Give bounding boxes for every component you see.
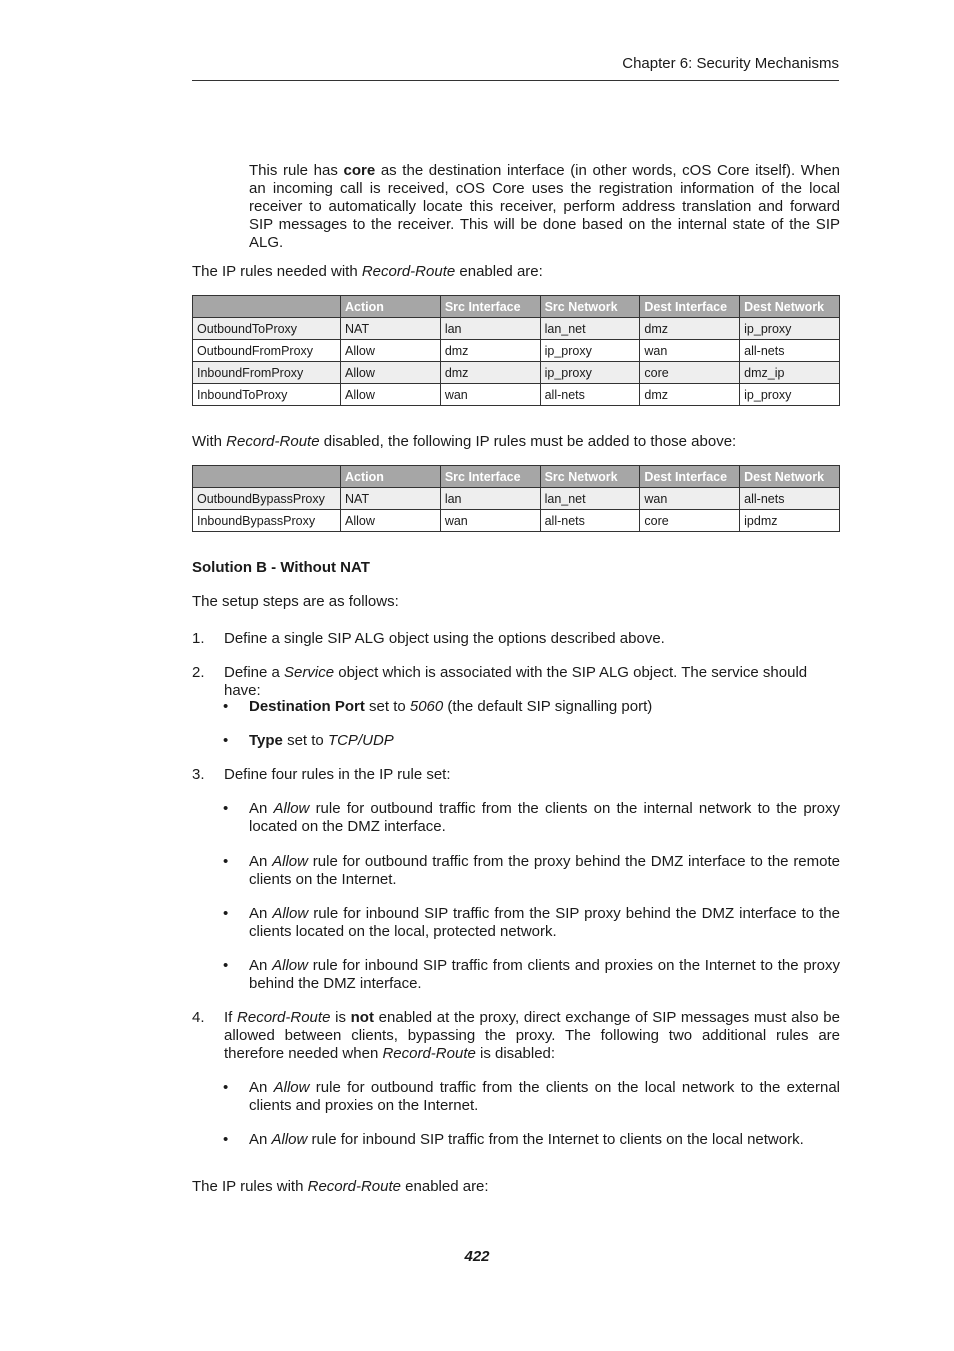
list-item-rule [249,1131,840,1149]
intro-paragraph [249,162,840,252]
item-text: set to [364,698,410,715]
table-cell: InboundToProxy [193,384,341,406]
caption-text: With [192,433,227,450]
setup-intro: The setup steps are as follows: [192,593,399,610]
bullet-icon: • [223,1131,229,1148]
table-cell: NAT [341,488,441,510]
header-cell: Action [341,466,441,488]
table-cell: Allow [341,340,441,362]
item-text: (the default SIP signalling port) [443,698,653,715]
bullet-icon: • [223,853,229,870]
table-row [193,384,840,406]
caption-em: Record-Route [361,263,456,280]
step-3-text: Define four rules in the IP rule set: [224,766,451,783]
step-em: Record-Route [237,1009,331,1026]
bullet-icon: • [223,732,229,749]
table-cell: dmz [640,384,740,406]
intro-bold-core: core [343,162,376,179]
item-text: rule for inbound SIP traffic from the Internet to clients on the local network. [307,1131,804,1148]
list-item-rule [249,905,840,941]
header-divider [192,80,839,81]
item-em: Allow [273,1079,310,1096]
table-cell: Allow [341,510,441,532]
table-cell: wan [640,340,740,362]
table-cell: ipdmz [740,510,840,532]
item-text: rule for outbound traffic from the proxy behind the DMZ interface to the remote clients on the Internet. [249,853,840,888]
header-cell: Dest Network [740,296,840,318]
table1-caption [192,263,543,281]
step-number: 4. [192,1009,205,1026]
step-number: 3. [192,766,205,783]
intro-text-end: as the destination interface (in other words, cOS Core itself). When an incoming call is received, cOS Core uses the registration information of the local receiver to automatically locate this receiver, perform address translation and forward SIP messages to the receiver. This will be done based on the internal state of the SIP ALG. [249,162,840,251]
table-cell: core [640,510,740,532]
table-cell: lan [440,318,540,340]
item-text: An [249,800,274,817]
table-cell: dmz_ip [740,362,840,384]
table-cell: OutboundBypassProxy [193,488,341,510]
table-cell: dmz [440,362,540,384]
table-cell: Allow [341,362,441,384]
caption-em: Record-Route [307,1178,401,1195]
item-bold: Type [249,732,283,749]
chapter-title: Chapter 6: Security Mechanisms [622,55,839,72]
table-cell: dmz [640,318,740,340]
item-em: Allow [272,905,309,922]
table-cell: lan [440,488,540,510]
bullet-icon: • [223,1079,229,1096]
item-em: Allow [271,1131,308,1148]
header-cell [193,296,341,318]
list-item-rule [249,800,840,836]
item-text: rule for outbound traffic from the clients on the internal network to the proxy located on the DMZ interface. [249,800,840,835]
item-em: Allow [272,957,308,974]
section-heading: Solution B - Without NAT [192,559,370,576]
header-cell: Src Interface [440,296,540,318]
table-cell: core [640,362,740,384]
table-cell: all-nets [740,340,840,362]
step-4-text [224,1009,840,1063]
table-cell: InboundFromProxy [193,362,341,384]
table-cell: all-nets [740,488,840,510]
caption-text-end: enabled are: [455,263,543,280]
table-cell: ip_proxy [740,384,840,406]
header-cell: Src Interface [440,466,540,488]
header-cell: Action [341,296,441,318]
item-em: TCP/UDP [327,732,394,749]
item-em: 5060 [409,698,444,715]
caption-text: The IP rules needed with [192,263,362,280]
table-row [193,488,840,510]
item-text: rule for outbound traffic from the clients on the local network to the external clients and proxies on the Internet. [249,1079,840,1114]
list-item-rule [249,957,840,993]
header-cell: Dest Interface [640,296,740,318]
item-em: Allow [272,853,308,870]
step-2-text [224,664,840,700]
table-row [193,340,840,362]
item-text: An [249,1079,274,1096]
table-row [193,318,840,340]
list-item-rule [249,853,840,889]
table-cell: all-nets [540,510,640,532]
step-text: If [224,1009,238,1026]
header-cell [193,466,341,488]
final-caption [192,1178,489,1196]
table-cell: wan [640,488,740,510]
intro-text-start: This rule has [249,162,344,179]
header-cell: Dest Interface [640,466,740,488]
table-cell: ip_proxy [540,340,640,362]
table-cell: OutboundToProxy [193,318,341,340]
table-cell: Allow [341,384,441,406]
item-text: An [249,1131,272,1148]
table-cell: dmz [440,340,540,362]
table-cell: wan [440,384,540,406]
step-number: 2. [192,664,205,681]
table-cell: all-nets [540,384,640,406]
list-item-rule [249,1079,840,1115]
list-item-destination-port [249,698,840,716]
caption-text: The IP rules with [192,1178,308,1195]
step-bold: not [350,1009,374,1026]
table-cell: InboundBypassProxy [193,510,341,532]
step-em: Service [284,664,335,681]
item-text: rule for inbound SIP traffic from clients and proxies on the Internet to the proxy behind the DMZ interface. [249,957,841,992]
ip-rules-table-record-route-enabled [192,295,840,406]
caption-em: Record-Route [226,433,320,450]
step-text: is [330,1009,351,1026]
item-text: set to [282,732,328,749]
table-cell: lan_net [540,318,640,340]
list-item-type [249,732,840,750]
item-text: An [249,853,273,870]
bullet-icon: • [223,800,229,817]
caption-text-end: disabled, the following IP rules must be added to those above: [319,433,737,450]
table-cell: NAT [341,318,441,340]
header-cell: Dest Network [740,466,840,488]
table-row [193,362,840,384]
step-text: is disabled: [475,1045,556,1062]
table2-caption [192,433,736,451]
bullet-icon: • [223,698,229,715]
step-1-text: Define a single SIP ALG object using the options described above. [224,630,665,647]
table-cell: lan_net [540,488,640,510]
step-text: Define a [224,664,285,681]
item-text: An [249,905,273,922]
step-number: 1. [192,630,205,647]
bullet-icon: • [223,957,229,974]
caption-text-end: enabled are: [401,1178,489,1195]
table-cell: ip_proxy [540,362,640,384]
table-cell: wan [440,510,540,532]
item-bold: Destination Port [249,698,365,715]
table-row [193,510,840,532]
ip-rules-table-record-route-disabled [192,465,840,532]
bullet-icon: • [223,905,229,922]
header-cell: Src Network [540,466,640,488]
page-number: 422 [464,1248,490,1265]
header-cell: Src Network [540,296,640,318]
table-cell: OutboundFromProxy [193,340,341,362]
table-cell: ip_proxy [740,318,840,340]
step-text: object which is associated with the SIP ALG object. The service should have: [224,664,808,699]
item-text: An [249,957,273,974]
step-text: enabled at the proxy, direct exchange of SIP messages must also be allowed between clients, bypassing the proxy. The following two additional rules are therefore needed when [224,1009,840,1062]
item-text: rule for inbound SIP traffic from the SIP proxy behind the DMZ interface to the clients located on the local, protected network. [249,905,840,940]
item-em: Allow [273,800,310,817]
table-header-row [193,466,840,488]
step-em: Record-Route [382,1045,476,1062]
table-header-row [193,296,840,318]
